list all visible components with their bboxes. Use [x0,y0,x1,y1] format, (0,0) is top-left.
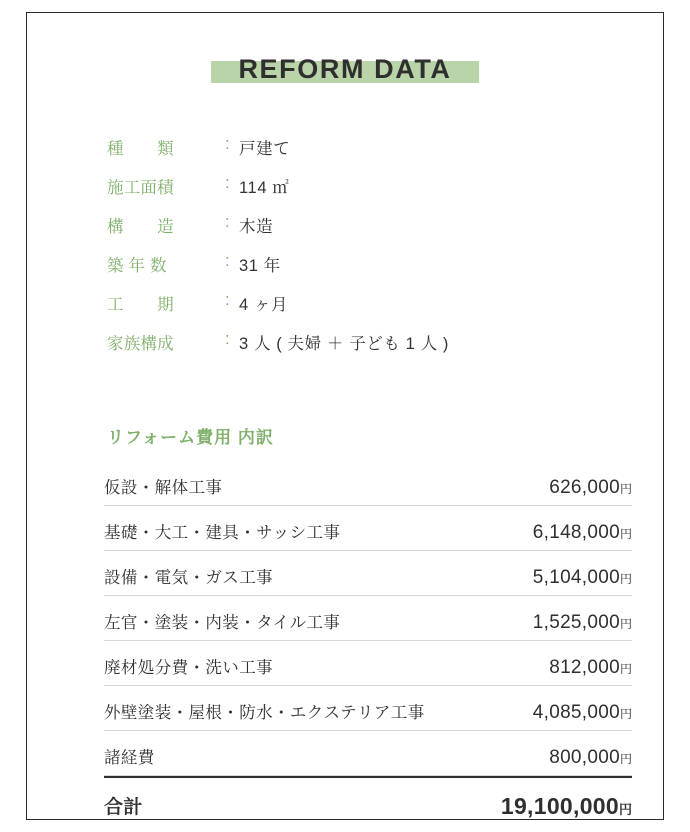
spec-row-floor-area [107,174,607,213]
spec-value: 4 ヶ月 [239,296,289,314]
currency-suffix: 円 [619,572,632,586]
table-row [104,461,632,506]
cost-item-amount [533,702,632,727]
spec-colon: : [225,291,230,309]
spec-colon: : [225,174,230,192]
cost-total-label: 合計 [104,797,143,818]
cost-item-amount [533,522,632,547]
spec-label: 築 年 数 [107,257,167,275]
cost-amount-value: 800,000 [549,747,620,768]
spec-row-type [107,135,607,174]
cost-item-name: 基礎・大工・建具・サッシ工事 [104,524,341,542]
spec-value: 114 ㎡ [239,179,290,197]
currency-suffix: 円 [619,752,632,766]
spec-value: 3 人 ( 夫婦 ＋ 子ども 1 人 ) [239,335,450,353]
spec-list [107,135,607,369]
cost-item-name: 外壁塗装・屋根・防水・エクステリア工事 [104,704,425,722]
table-row [104,551,632,596]
spec-row-duration [107,291,607,330]
currency-suffix: 円 [619,482,632,496]
cost-item-name: 左官・塗装・内装・タイル工事 [104,614,341,632]
spec-colon: : [225,135,230,153]
cost-amount-value: 1,525,000 [532,612,620,633]
table-row-total [104,778,632,826]
cost-amount-value: 5,104,000 [532,567,620,588]
currency-suffix: 円 [619,527,632,541]
reform-data-card [26,12,664,820]
spec-row-building-age [107,252,607,291]
table-row [104,686,632,731]
spec-label: 構 造 [107,218,174,236]
cost-breakdown-heading: リフォーム費用 内訳 [107,428,274,447]
currency-suffix: 円 [619,662,632,676]
spec-label: 種 類 [107,140,174,158]
spec-label: 家族構成 [107,335,174,353]
spec-label: 工 期 [107,296,174,314]
spec-label: 施工面積 [107,179,174,197]
spec-colon: : [225,252,230,270]
table-row [104,731,632,776]
spec-value: 31 年 [239,257,281,275]
cost-item-amount [549,477,632,502]
spec-value: 戸建て [239,140,291,158]
cost-item-amount [549,657,632,682]
currency-suffix: 円 [618,802,632,817]
cost-item-name: 諸経費 [104,749,155,767]
cost-item-name: 廃材処分費・洗い工事 [104,659,273,677]
currency-suffix: 円 [619,617,632,631]
page-title-text: REFORM DATA [238,54,452,84]
cost-item-name: 設備・電気・ガス工事 [104,569,273,587]
cost-amount-value: 812,000 [549,657,620,678]
cost-item-amount [533,612,632,637]
cost-amount-value: 6,148,000 [532,522,620,543]
spec-value: 木造 [239,218,274,236]
table-row [104,506,632,551]
cost-total-amount [501,793,632,823]
currency-suffix: 円 [619,707,632,721]
cost-breakdown-table [104,461,632,826]
cost-item-amount [549,747,632,772]
cost-amount-value: 4,085,000 [532,702,620,723]
table-row [104,596,632,641]
cost-total-value: 19,100,000 [500,793,619,819]
table-row [104,641,632,686]
spec-colon: : [225,213,230,231]
spec-colon: : [225,330,230,348]
spec-row-family [107,330,607,369]
cost-item-name: 仮設・解体工事 [104,479,223,497]
spec-row-structure [107,213,607,252]
page-title [27,47,663,91]
cost-item-amount [533,567,632,592]
cost-amount-value: 626,000 [549,477,620,498]
